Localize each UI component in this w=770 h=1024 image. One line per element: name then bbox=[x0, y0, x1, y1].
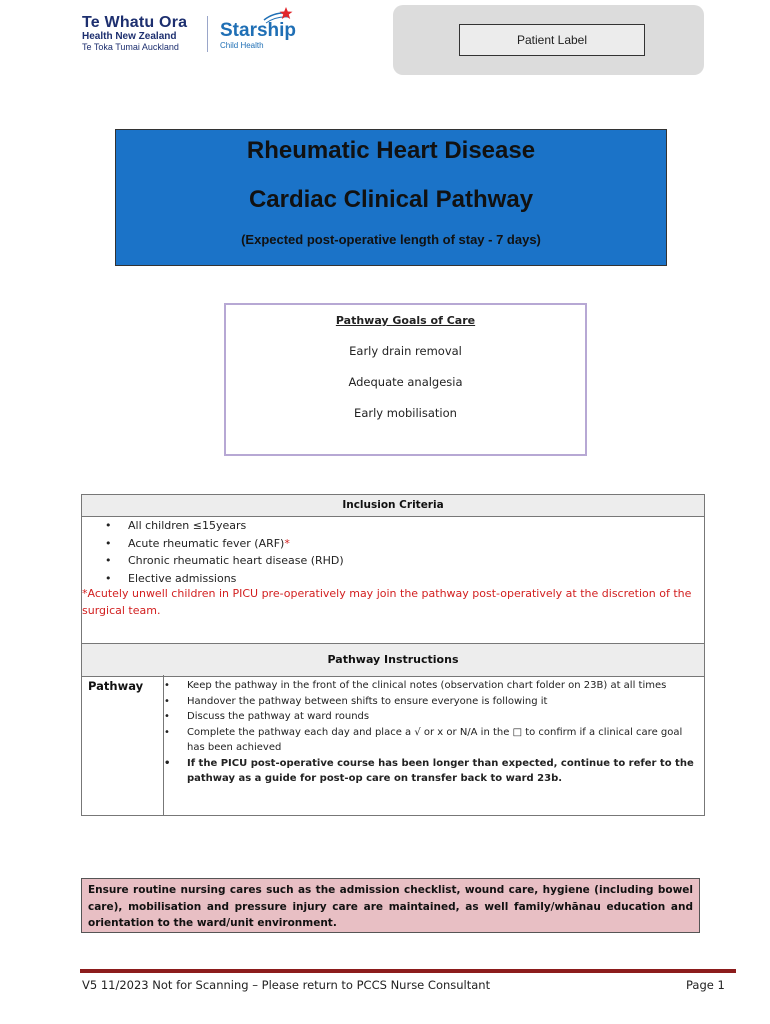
inclusion-item: • Elective admissions bbox=[82, 570, 344, 588]
inclusion-list bbox=[82, 517, 344, 587]
star-icon bbox=[262, 6, 294, 26]
pathway-row-label: Pathway bbox=[88, 679, 144, 693]
goal-item: Early drain removal bbox=[349, 344, 462, 358]
instruction-item: • Complete the pathway each day and place a √ or x or N/A in the □ to confirm if a clinical care goal has been achieved bbox=[164, 725, 699, 756]
inclusion-heading: Inclusion Criteria bbox=[82, 495, 704, 517]
logo-divider bbox=[207, 16, 208, 52]
goal-item: Early mobilisation bbox=[354, 406, 457, 420]
goals-of-care-box bbox=[224, 303, 587, 456]
goal-item: Adequate analgesia bbox=[348, 375, 463, 389]
routine-cares-note: Ensure routine nursing cares such as the admission checklist, wound care, hygiene (including bowel care), mobilisation and pressure injury care are maintained, as well family/whānau education and orientation to the ward/unit environment. bbox=[81, 878, 700, 933]
inclusion-item: • Chronic rheumatic heart disease (RHD) bbox=[82, 552, 344, 570]
instruction-item: • If the PICU post-operative course has been longer than expected, continue to refer to the pathway as a guide for post-op care on transfer back to ward 23b. bbox=[164, 756, 699, 787]
footer-text: V5 11/2023 Not for Scanning – Please return to PCCS Nurse Consultant bbox=[82, 978, 491, 992]
length-of-stay-note: (Expected post-operative length of stay - 7 days) bbox=[241, 232, 541, 247]
picu-note: *Acutely unwell children in PICU pre-operatively may join the pathway post-operatively at the discretion of the surgical team. bbox=[82, 587, 692, 617]
goals-heading: Pathway Goals of Care bbox=[335, 314, 476, 327]
page-subtitle: Cardiac Clinical Pathway bbox=[248, 186, 534, 213]
starship-title: Starship bbox=[220, 20, 297, 41]
instructions-list bbox=[164, 678, 699, 787]
page-number: Page 1 bbox=[686, 978, 725, 992]
footer-rule bbox=[80, 969, 736, 973]
logo-subtitle-maori: Te Toka Tumai Auckland bbox=[82, 42, 179, 52]
te-whatu-ora-logo bbox=[82, 14, 202, 53]
instruction-item: • Handover the pathway between shifts to ensure everyone is following it bbox=[164, 694, 699, 710]
page-title: Rheumatic Heart Disease bbox=[246, 137, 536, 164]
inclusion-item: • All children ≤15years bbox=[82, 517, 344, 535]
logo-subtitle: Health New Zealand bbox=[82, 31, 177, 42]
instructions-heading: Pathway Instructions bbox=[82, 643, 704, 677]
inclusion-item: • Acute rheumatic fever (ARF)* bbox=[82, 535, 344, 553]
criteria-table bbox=[81, 494, 705, 816]
instruction-item: • Discuss the pathway at ward rounds bbox=[164, 709, 699, 725]
asterisk-marker: * bbox=[284, 536, 290, 550]
logo-title: Te Whatu Ora bbox=[82, 14, 188, 31]
title-banner bbox=[115, 129, 667, 266]
instruction-item: • Keep the pathway in the front of the clinical notes (observation chart folder on 23B) at all times bbox=[164, 678, 699, 694]
starship-subtitle: Child Health bbox=[220, 41, 264, 50]
patient-label-box: Patient Label bbox=[459, 24, 645, 56]
